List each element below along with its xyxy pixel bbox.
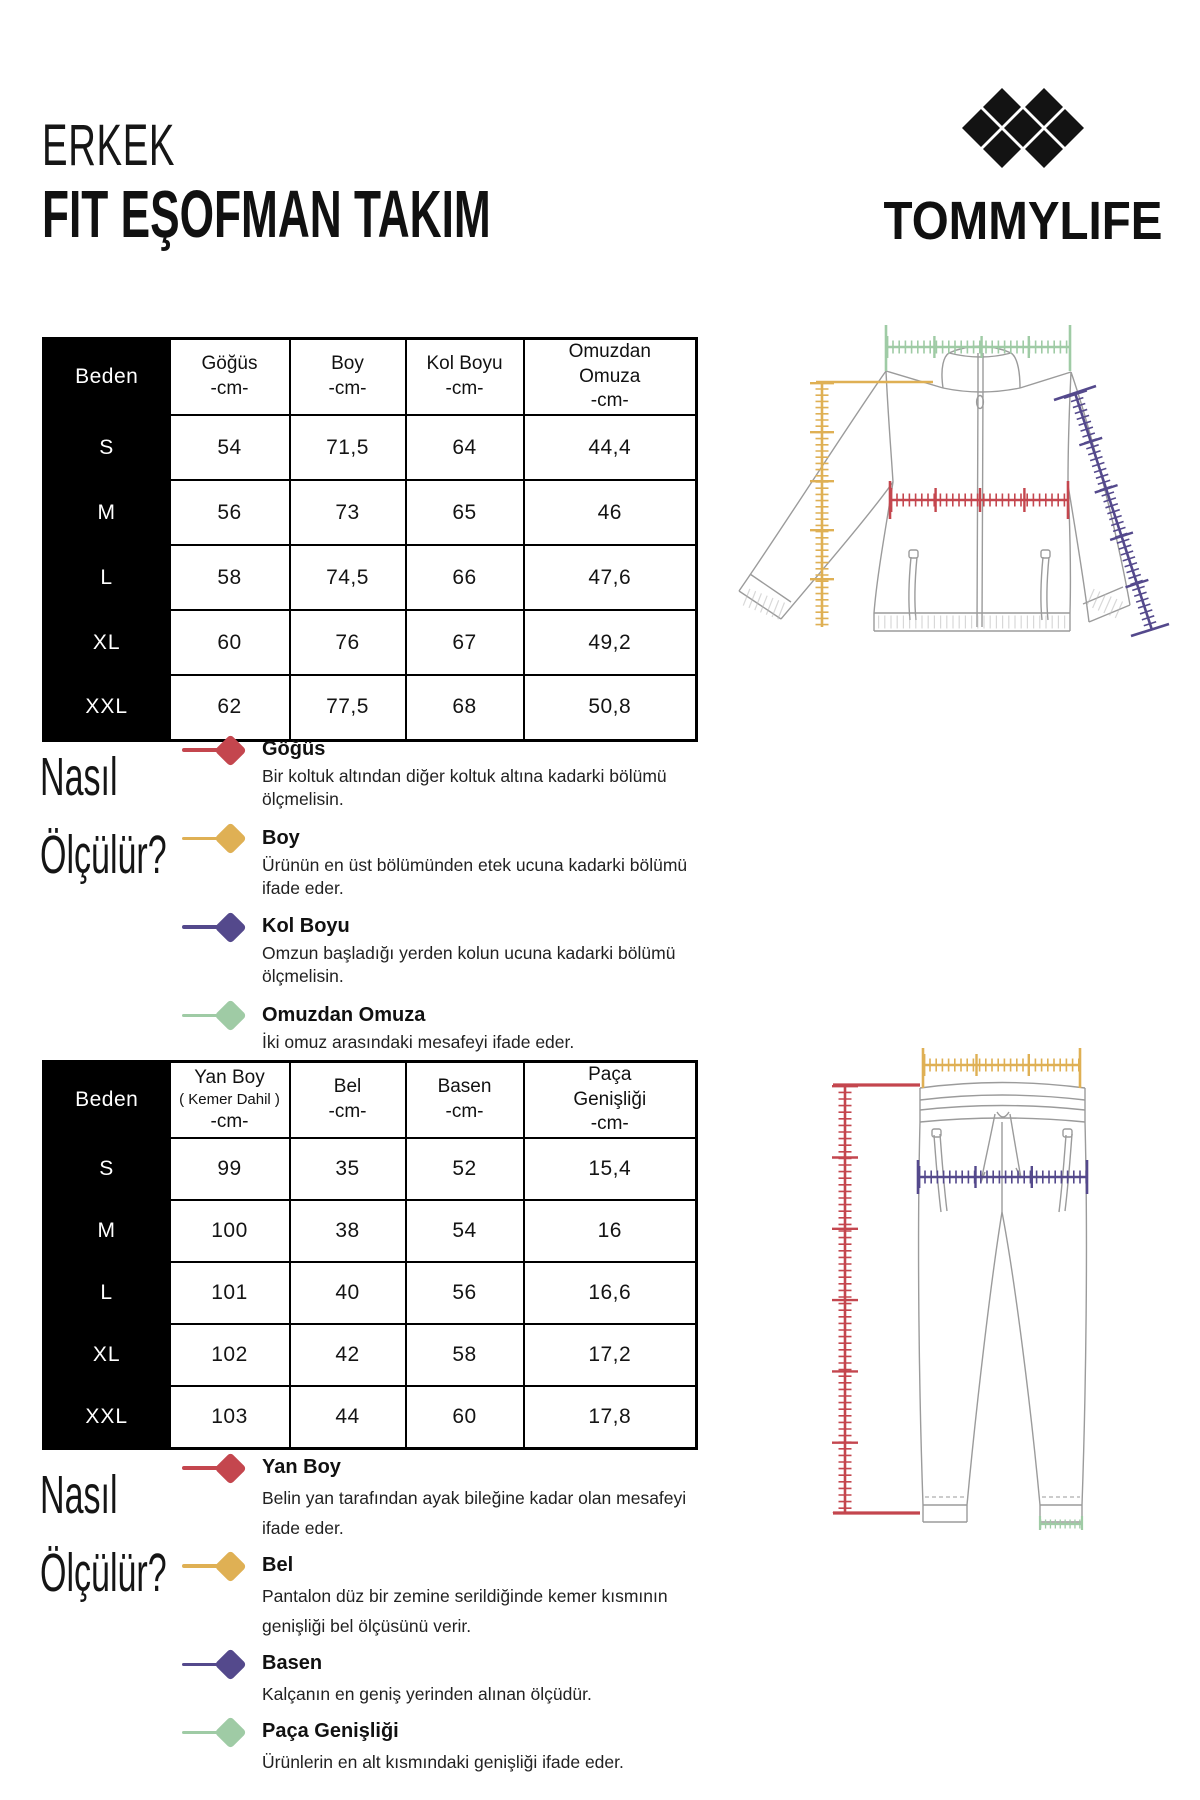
brand-name: TOMMYLIFE: [883, 191, 1163, 251]
legend-title: Omuzdan Omuza: [262, 1003, 426, 1026]
heading-line1: Nasıl: [40, 1465, 118, 1525]
value-cell: 17,2: [524, 1324, 697, 1386]
col-header-yan-boy: Yan Boy ( Kemer Dahil ) -cm-: [170, 1062, 290, 1139]
legend-desc: Kalçanın en geniş yerinden alınan ölçüdür.: [262, 1684, 592, 1705]
brand-logo: [858, 84, 1188, 252]
table-header-row: [44, 339, 697, 416]
size-cell: S: [44, 415, 170, 480]
value-cell: 71,5: [290, 415, 406, 480]
legend-item-omuzdan-omuza: [182, 1002, 702, 1054]
value-cell: 40: [290, 1262, 406, 1324]
diamond-marker-icon: [182, 825, 262, 853]
legend-desc: Omzun başladığı yerden kolun ucuna kadarki bölümü ölçmelisin.: [262, 943, 676, 987]
col-header-omuzdan-omuza: Omuzdan Omuza -cm-: [524, 339, 697, 416]
table-row: [44, 1386, 697, 1448]
table-row: [44, 675, 697, 740]
value-cell: 52: [406, 1138, 524, 1200]
jacket-diagram: [690, 275, 1170, 650]
col-header-boy: Boy -cm-: [290, 339, 406, 416]
value-cell: 56: [406, 1262, 524, 1324]
size-cell: S: [44, 1138, 170, 1200]
value-cell: 73: [290, 480, 406, 545]
value-cell: 56: [170, 480, 290, 545]
value-cell: 16,6: [524, 1262, 697, 1324]
value-cell: 58: [406, 1324, 524, 1386]
value-cell: 103: [170, 1386, 290, 1448]
value-cell: 102: [170, 1324, 290, 1386]
value-cell: 47,6: [524, 545, 697, 610]
side-length-ruler: [833, 1085, 920, 1513]
table-row: [44, 1262, 697, 1324]
legend-title: Boy: [262, 826, 300, 849]
diamond-marker-icon: [182, 1454, 262, 1482]
value-cell: 17,8: [524, 1386, 697, 1448]
value-cell: 58: [170, 545, 290, 610]
table-row: [44, 480, 697, 545]
size-cell: M: [44, 1200, 170, 1262]
table-row: [44, 1200, 697, 1262]
legend-title: Göğüs: [262, 738, 326, 760]
heading-line1: Nasıl: [40, 747, 118, 807]
size-cell: M: [44, 480, 170, 545]
value-cell: 60: [406, 1386, 524, 1448]
legend-title: Bel: [262, 1554, 294, 1577]
page-title-line2: FIT EŞOFMAN TAKIM: [42, 177, 491, 253]
value-cell: 35: [290, 1138, 406, 1200]
legend-item-paca-genisligi: [182, 1718, 702, 1777]
col-header-kol-boyu: Kol Boyu -cm-: [406, 339, 524, 416]
legend-desc: İki omuz arasındaki mesafeyi ifade eder.: [262, 1031, 575, 1052]
col-header-gogus: Göğüs -cm-: [170, 339, 290, 416]
col-header-basen: Basen -cm-: [406, 1062, 524, 1139]
size-cell: XXL: [44, 1386, 170, 1448]
col-header-bel: Bel -cm-: [290, 1062, 406, 1139]
value-cell: 42: [290, 1324, 406, 1386]
size-cell: L: [44, 1262, 170, 1324]
legend-title: Paça Genişliği: [262, 1720, 399, 1743]
heading-line2: Ölçülür?: [40, 1543, 167, 1604]
table-row: [44, 545, 697, 610]
how-to-measure-heading: [40, 1456, 167, 1613]
legend-item-yan-boy: [182, 1454, 702, 1543]
value-cell: 46: [524, 480, 697, 545]
size-cell: XXL: [44, 675, 170, 740]
value-cell: 15,4: [524, 1138, 697, 1200]
pants-diagram: [695, 920, 1175, 1530]
pants-outline: [919, 1083, 1087, 1523]
chest-ruler: [890, 481, 1068, 519]
legend-title: Kol Boyu: [262, 915, 350, 938]
diamond-marker-icon: [182, 1650, 262, 1678]
diamond-marker-icon: [182, 913, 262, 941]
value-cell: 60: [170, 610, 290, 675]
col-header-paca-genisligi: Paça Genişliği -cm-: [524, 1062, 697, 1139]
legend-desc: Belin yan tarafından ayak bileğine kadar olan mesafeyi ifade eder.: [262, 1488, 687, 1539]
diamond-marker-icon: [182, 1002, 262, 1030]
table-row: [44, 1324, 697, 1386]
value-cell: 50,8: [524, 675, 697, 740]
size-cell: XL: [44, 1324, 170, 1386]
value-cell: 68: [406, 675, 524, 740]
diamond-marker-icon: [182, 1718, 262, 1746]
table-header-row: [44, 1062, 697, 1139]
legend-title: Basen: [262, 1652, 323, 1675]
pants-size-table: [42, 1060, 698, 1450]
value-cell: 100: [170, 1200, 290, 1262]
value-cell: 74,5: [290, 545, 406, 610]
page-title-line1: ERKEK: [42, 113, 176, 178]
value-cell: 44,4: [524, 415, 697, 480]
value-cell: 99: [170, 1138, 290, 1200]
value-cell: 54: [406, 1200, 524, 1262]
value-cell: 64: [406, 415, 524, 480]
size-cell: L: [44, 545, 170, 610]
value-cell: 67: [406, 610, 524, 675]
legend-desc: Ürünlerin en alt kısmındaki genişliği ifade eder.: [262, 1752, 624, 1773]
value-cell: 101: [170, 1262, 290, 1324]
value-cell: 38: [290, 1200, 406, 1262]
legend-item-boy: [182, 825, 702, 901]
page-title: [42, 112, 491, 251]
size-cell: XL: [44, 610, 170, 675]
legend-item-basen: [182, 1650, 702, 1709]
value-cell: 76: [290, 610, 406, 675]
sleeve-ruler: [1054, 386, 1169, 636]
legend-desc: Pantalon düz bir zemine serildiğinde kemer kısmının genişliği bel ölçüsünü verir.: [262, 1586, 668, 1637]
heading-line2: Ölçülür?: [40, 825, 167, 886]
value-cell: 62: [170, 675, 290, 740]
diamond-cluster-icon: [958, 84, 1088, 176]
legend-title: Yan Boy: [262, 1456, 341, 1478]
diamond-marker-icon: [182, 736, 262, 764]
jacket-size-table: [42, 337, 698, 742]
legend-item-kol-boyu: [182, 913, 702, 989]
value-cell: 54: [170, 415, 290, 480]
value-cell: 16: [524, 1200, 697, 1262]
col-header-beden: Beden: [44, 339, 170, 416]
value-cell: 49,2: [524, 610, 697, 675]
table-row: [44, 1138, 697, 1200]
pants-measure-legend: [182, 1454, 702, 1787]
legend-desc: Ürünün en üst bölümünden etek ucuna kadarki bölümü ifade eder.: [262, 854, 688, 898]
value-cell: 65: [406, 480, 524, 545]
jacket-measure-legend: [182, 736, 702, 1067]
value-cell: 44: [290, 1386, 406, 1448]
legend-desc: Bir koltuk altından diğer koltuk altına kadarki bölümü ölçmelisin.: [262, 766, 667, 810]
how-to-measure-heading: [40, 738, 167, 895]
leg-opening-ruler: [1040, 1516, 1082, 1530]
value-cell: 77,5: [290, 675, 406, 740]
legend-item-bel: [182, 1552, 702, 1641]
table-row: [44, 610, 697, 675]
table-row: [44, 415, 697, 480]
legend-item-gogus: [182, 736, 702, 812]
col-header-beden: Beden: [44, 1062, 170, 1139]
diamond-marker-icon: [182, 1552, 262, 1580]
value-cell: 66: [406, 545, 524, 610]
